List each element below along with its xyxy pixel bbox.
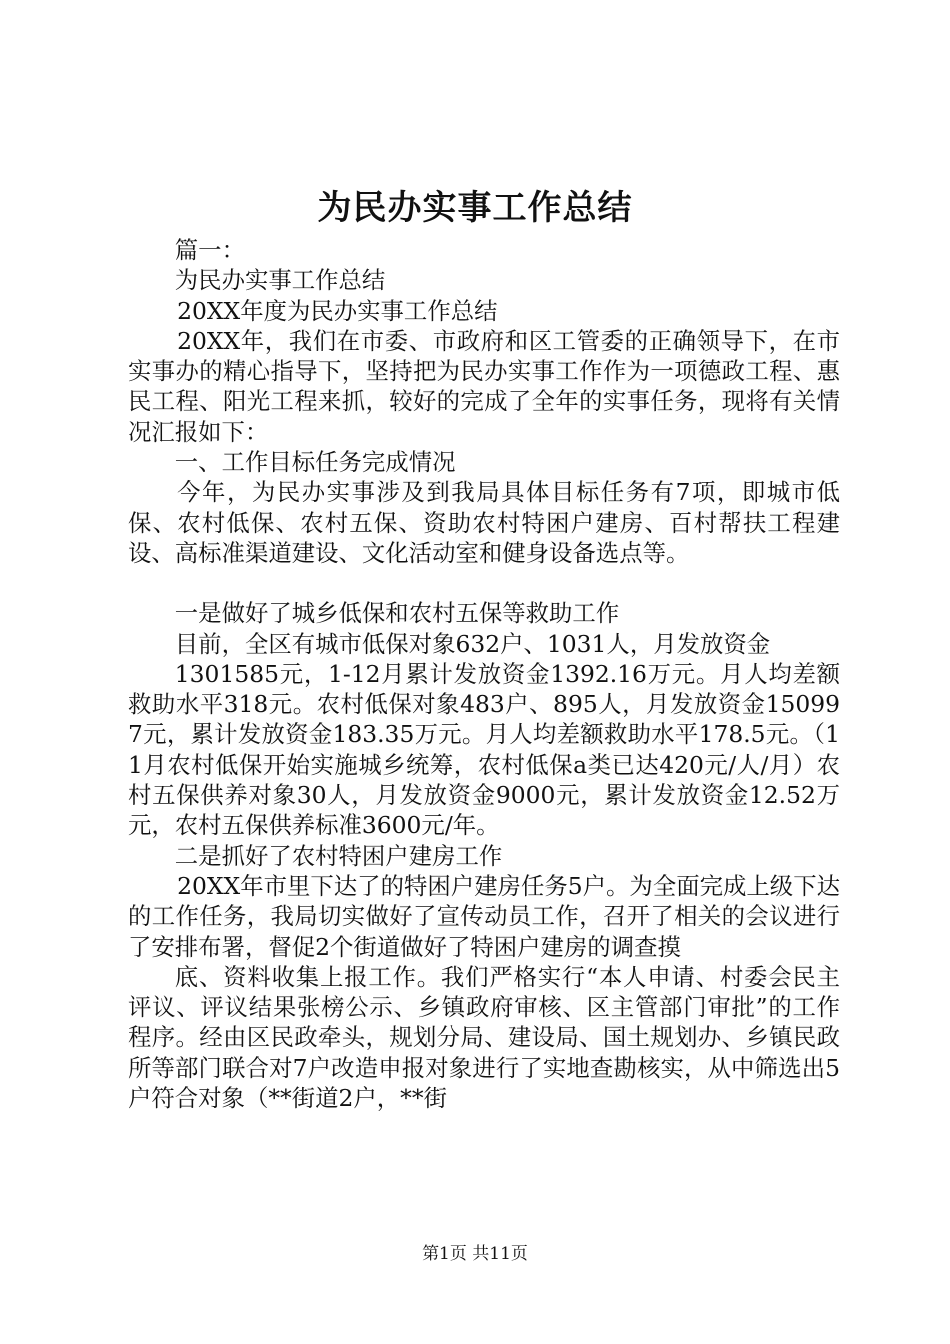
- paragraph-housing-task: 20XX年市里下达了的特困户建房任务5户。为全面完成上级下达的工作任务，我局切实做好了宣传动员工作，召开了相关的会议进行了安排布署，督促2个街道做好了特困户建房的调查摸: [128, 871, 840, 961]
- paragraph-subtitle: 为民办实事工作总结: [174, 266, 386, 295]
- paragraph-intro: 20XX年，我们在市委、市政府和区工管委的正确领导下，在市实事办的精心指导下，坚持把为民办实事工作作为一项德政工程、惠民工程、阳光工程来抓，较好的完成了全年的实事任务，现将有关情况汇报如下：: [128, 326, 840, 446]
- paragraph-subheading-2: 二是抓好了农村特困户建房工作: [174, 841, 503, 870]
- page-number-footer: 第1页 共11页: [422, 1244, 528, 1264]
- document-body: [128, 235, 840, 1113]
- paragraph-subsidy-details: 1301585元，1-12月累计发放资金1392.16万元。月人均差额救助水平318元。农村低保对象483户、895人，月发放资金150997元，累计发放资金183.35万元。月人均差额救助水平178.5元。（11月农村低保开始实施城乡统筹，农村低保a类已达420元/人/月）农村五保供养对象30人，月发放资金9000元，累计发放资金12.52万元，农村五保供养标准3600元/年。: [128, 659, 840, 840]
- document-title: 为民办实事工作总结: [317, 188, 633, 228]
- paragraph-heading-1: 一、工作目标任务完成情况: [174, 448, 456, 477]
- paragraph-subheading-1: 一是做好了城乡低保和农村五保等救助工作: [174, 599, 620, 628]
- paragraph-section-label: 篇一：: [174, 236, 245, 264]
- paragraph-urban-subsidy: 目前，全区有城市低保对象632户、1031人，月发放资金: [174, 629, 771, 658]
- paragraph-targets: 今年，为民办实事涉及到我局具体目标任务有7项，即城市低保、农村低保、农村五保、资助农村特困户建房、百村帮扶工程建设、高标准渠道建设、文化活动室和健身设备选点等。: [128, 478, 840, 567]
- paragraph-annual-title: 20XX年度为民办实事工作总结: [177, 296, 498, 325]
- paragraph-housing-process: 底、资料收集上报工作。我们严格实行“本人申请、村委会民主评议、评议结果张榜公示、乡镇政府审核、区主管部门审批”的工作程序。经由区民政牵头，规划分局、建设局、国土规划办、乡镇民政所等部门联合对7户改造申报对象进行了实地查勘核实，从中筛选出5户符合对象（**街道2户，**街: [128, 962, 840, 1113]
